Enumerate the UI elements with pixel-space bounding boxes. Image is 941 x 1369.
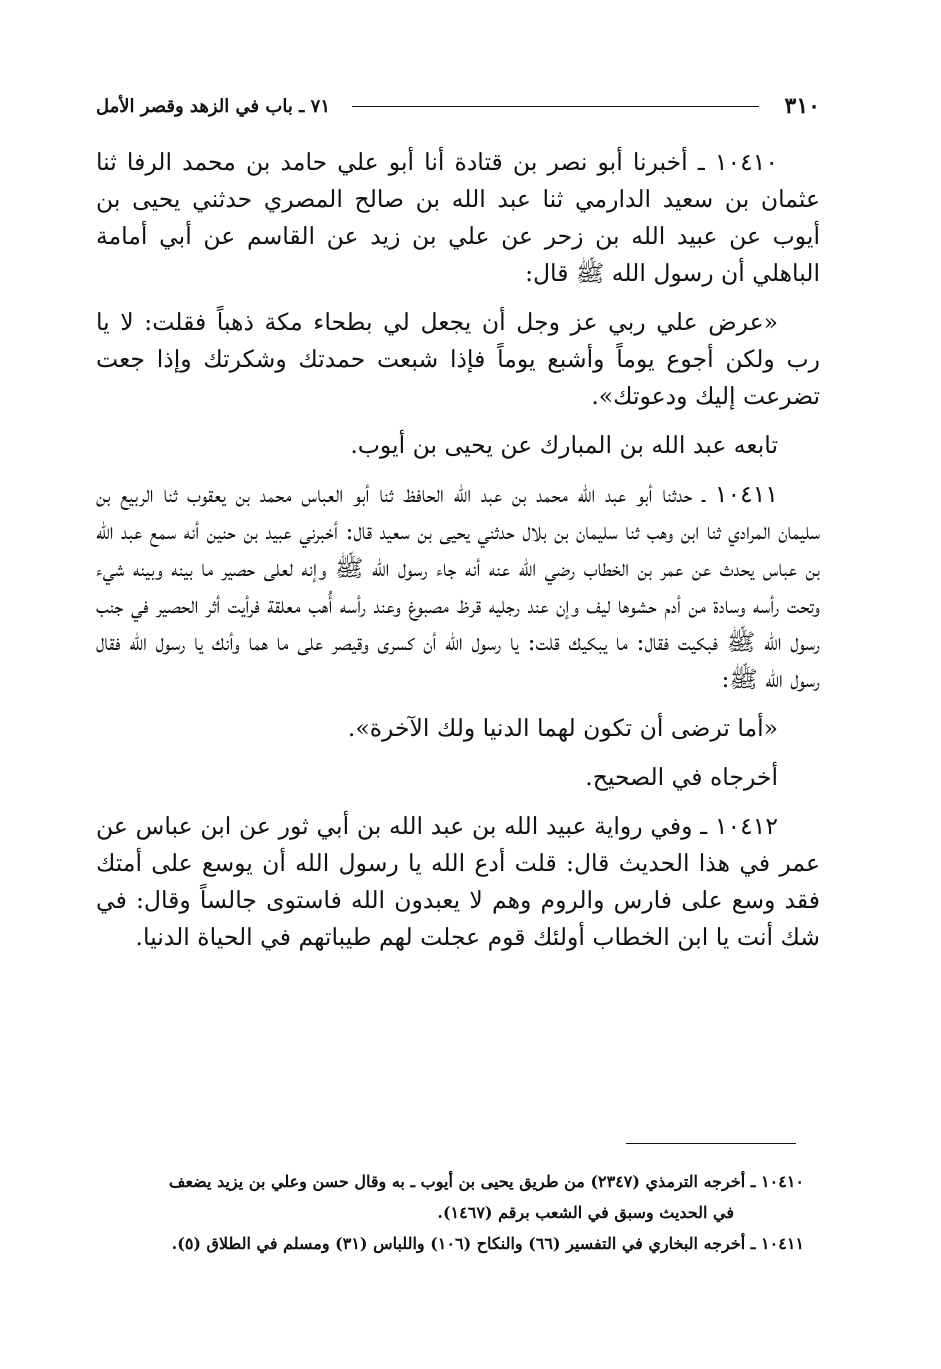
hadith-10411-takhrij: أخرجاه في الصحيح. bbox=[585, 763, 778, 791]
footnote-10410-continued: في الحديث وسبق في الشعب برقم (١٤٦٧). bbox=[437, 1203, 734, 1222]
header-rule bbox=[352, 106, 759, 107]
running-header bbox=[96, 86, 820, 126]
page-number: ٣١٠ bbox=[784, 93, 820, 119]
page bbox=[96, 86, 820, 968]
hadith-10411: ١٠٤١١ ـ حدثنا أبو عبد الله محمد بن عبد الله الحافظ ثنا أبو العباس محمد بن يعقوب ثنا الربيع بن سليمان المرادي ثنا ابن وهب ثنا سليمان بن بلال حدثني يحيى بن سعيد قال: أخبرني عبيد بن حنين أنه سمع عبد الله بن عباس يحدث عن عمر بن الخطاب رضي الله عنه أنه جاء رسول الله ﷺ وإنه لعلى حصير ما بينه وبينه شيء وتحت رأسه وسادة من أدم حشوها ليف وإن عند رجليه قرظ مصبوغ وعند رأسه أُهب معلقة فرأيت أثر الحصير في جنب رسول الله ﷺ فبكيت فقال: ما يبكيك قلت: يا رسول الله أن كسرى وقيصر على ما هما وأنك يا رسول الله فقال رسول الله ﷺ: bbox=[96, 480, 821, 693]
footnote-10411: ١٠٤١١ ـ أخرجه البخاري في التفسير (٦٦) والنكاح (١٠٦) واللباس (٣١) ومسلم في الطلاق (٥). bbox=[171, 1234, 804, 1253]
hadith-10410-isnad: ١٠٤١٠ ـ أخبرنا أبو نصر بن قتادة أنا أبو علي حامد بن محمد الرفا ثنا عثمان بن سعيد الدارمي ثنا عبد الله بن صالح المصري حدثني يحيى بن أيوب عن عبيد الله بن زحر عن علي بن زيد عن القاسم عن أبي أمامة الباهلي أن رسول الله ﷺ قال: bbox=[96, 148, 820, 287]
footnotes bbox=[96, 1166, 804, 1259]
footnote-separator bbox=[626, 1143, 796, 1144]
hadith-10412: ١٠٤١٢ ـ وفي رواية عبيد الله بن عبد الله بن أبي ثور عن ابن عباس عن عمر في هذا الحديث قال: قلت أدع الله يا رسول الله أن يوسع على أمتك فقد وسع على فارس والروم وهم لا يعبدون الله فاستوى جالساً وقال: في شك أنت يا ابن الخطاب أولئك قوم عجلت لهم طيباتهم في الحياة الدنيا. bbox=[96, 812, 820, 951]
hadith-10410-mutaba: تابعه عبد الله بن المبارك عن يحيى بن أيوب. bbox=[350, 431, 778, 459]
main-text bbox=[96, 144, 820, 956]
hadith-10410-matn: «عرض علي ربي عز وجل أن يجعل لي بطحاء مكة ذهباً فقلت: لا يا رب ولكن أجوع يوماً وأشبع يوماً فإذا شبعت حمدتك وشكرتك وإذا جعت تضرعت إليك ودعوتك». bbox=[96, 308, 820, 410]
footnote-10410: ١٠٤١٠ ـ أخرجه الترمذي (٢٣٤٧) من طريق يحيى بن أيوب ـ به وقال حسن وعلي بن يزيد يضعف bbox=[168, 1172, 804, 1191]
hadith-10411-matn: «أما ترضى أن تكون لهما الدنيا ولك الآخرة». bbox=[347, 714, 778, 742]
chapter-title: ٧١ ـ باب في الزهد وقصر الأمل bbox=[96, 95, 330, 117]
